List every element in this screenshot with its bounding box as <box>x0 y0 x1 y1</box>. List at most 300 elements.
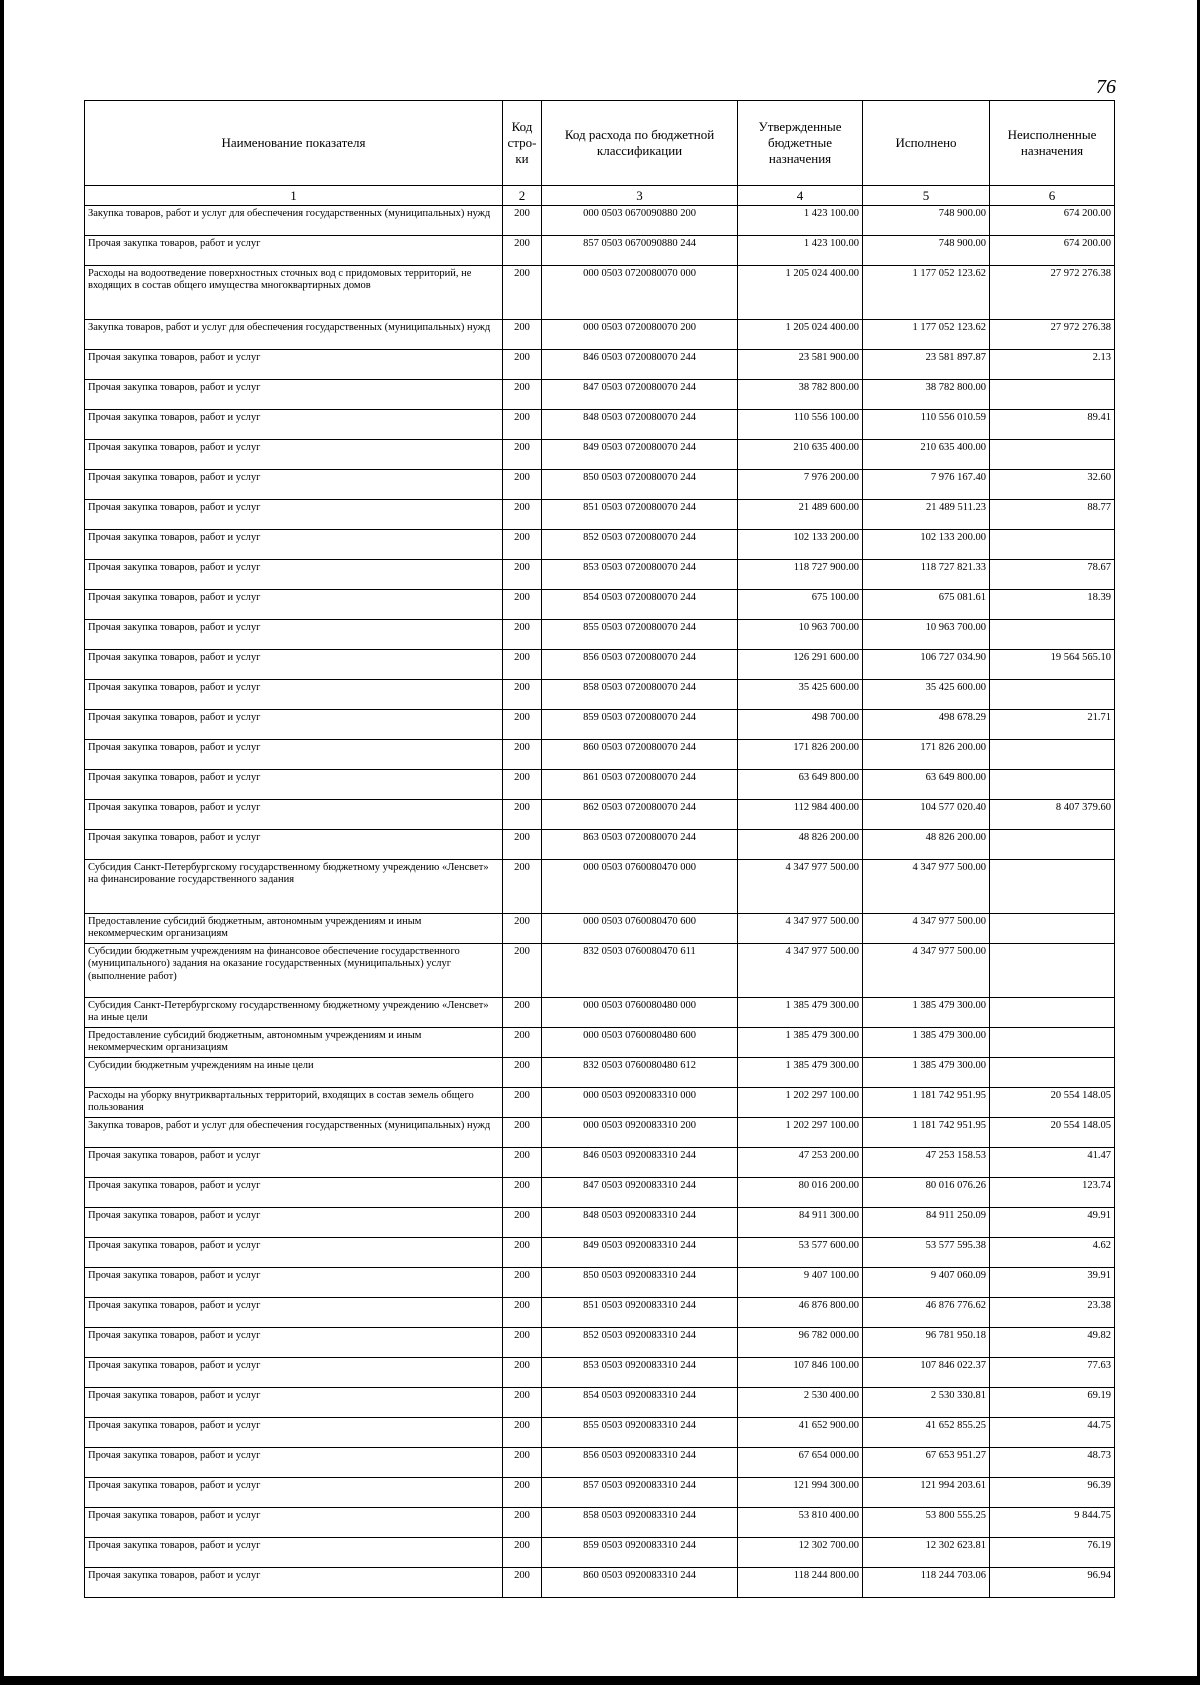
row-indicator-name: Прочая закупка товаров, работ и услуг <box>85 620 503 650</box>
row-approved-amount: 84 911 300.00 <box>738 1208 863 1238</box>
row-unexecuted-amount: 44.75 <box>990 1418 1115 1448</box>
row-expense-code: 000 0503 0670090880 200 <box>542 206 738 236</box>
row-expense-code: 854 0503 0920083310 244 <box>542 1388 738 1418</box>
row-line-code: 200 <box>503 1328 542 1358</box>
row-unexecuted-amount: 77.63 <box>990 1358 1115 1388</box>
row-indicator-name: Прочая закупка товаров, работ и услуг <box>85 1148 503 1178</box>
table-row <box>85 1148 1115 1178</box>
row-expense-code: 849 0503 0720080070 244 <box>542 440 738 470</box>
row-executed-amount: 106 727 034.90 <box>863 650 990 680</box>
row-unexecuted-amount: 123.74 <box>990 1178 1115 1208</box>
row-unexecuted-amount <box>990 530 1115 560</box>
row-approved-amount: 12 302 700.00 <box>738 1538 863 1568</box>
table-row <box>85 740 1115 770</box>
row-unexecuted-amount: 88.77 <box>990 500 1115 530</box>
scan-border-bottom <box>0 1676 1200 1685</box>
row-approved-amount: 2 530 400.00 <box>738 1388 863 1418</box>
row-unexecuted-amount <box>990 830 1115 860</box>
row-approved-amount: 110 556 100.00 <box>738 410 863 440</box>
row-line-code: 200 <box>503 440 542 470</box>
row-approved-amount: 80 016 200.00 <box>738 1178 863 1208</box>
row-indicator-name: Закупка товаров, работ и услуг для обеспечения государственных (муниципальных) нужд <box>85 206 503 236</box>
row-indicator-name: Прочая закупка товаров, работ и услуг <box>85 1478 503 1508</box>
row-expense-code: 853 0503 0720080070 244 <box>542 560 738 590</box>
table-row <box>85 1238 1115 1268</box>
row-expense-code: 853 0503 0920083310 244 <box>542 1358 738 1388</box>
row-unexecuted-amount <box>990 944 1115 998</box>
header-line-code: Код стро-ки <box>503 101 542 186</box>
table-row <box>85 680 1115 710</box>
row-executed-amount: 171 826 200.00 <box>863 740 990 770</box>
row-unexecuted-amount: 76.19 <box>990 1538 1115 1568</box>
table-row <box>85 860 1115 914</box>
row-indicator-name: Прочая закупка товаров, работ и услуг <box>85 530 503 560</box>
table-row <box>85 1268 1115 1298</box>
table-row <box>85 830 1115 860</box>
row-approved-amount: 118 727 900.00 <box>738 560 863 590</box>
row-indicator-name: Прочая закупка товаров, работ и услуг <box>85 680 503 710</box>
row-approved-amount: 1 385 479 300.00 <box>738 998 863 1028</box>
row-unexecuted-amount <box>990 1058 1115 1088</box>
row-line-code: 200 <box>503 530 542 560</box>
row-line-code: 200 <box>503 740 542 770</box>
row-indicator-name: Прочая закупка товаров, работ и услуг <box>85 1328 503 1358</box>
row-expense-code: 848 0503 0920083310 244 <box>542 1208 738 1238</box>
row-approved-amount: 1 202 297 100.00 <box>738 1118 863 1148</box>
table-row <box>85 770 1115 800</box>
row-executed-amount: 748 900.00 <box>863 206 990 236</box>
table-row <box>85 1568 1115 1598</box>
table-row <box>85 1478 1115 1508</box>
column-number: 6 <box>990 186 1115 206</box>
row-executed-amount: 110 556 010.59 <box>863 410 990 440</box>
row-executed-amount: 10 963 700.00 <box>863 620 990 650</box>
row-line-code: 200 <box>503 998 542 1028</box>
row-executed-amount: 748 900.00 <box>863 236 990 266</box>
column-number: 4 <box>738 186 863 206</box>
row-unexecuted-amount: 674 200.00 <box>990 236 1115 266</box>
row-unexecuted-amount: 23.38 <box>990 1298 1115 1328</box>
row-indicator-name: Субсидия Санкт-Петербургскому государственному бюджетному учреждению «Ленсвет» на финансирование государственного задания <box>85 860 503 914</box>
row-indicator-name: Прочая закупка товаров, работ и услуг <box>85 560 503 590</box>
row-indicator-name: Прочая закупка товаров, работ и услуг <box>85 440 503 470</box>
row-line-code: 200 <box>503 860 542 914</box>
row-indicator-name: Прочая закупка товаров, работ и услуг <box>85 1178 503 1208</box>
row-approved-amount: 35 425 600.00 <box>738 680 863 710</box>
row-expense-code: 860 0503 0920083310 244 <box>542 1568 738 1598</box>
row-indicator-name: Прочая закупка товаров, работ и услуг <box>85 1568 503 1598</box>
row-indicator-name: Расходы на водоотведение поверхностных сточных вод с придомовых территорий, не входящих в состав общего имущества многоквартирных домов <box>85 266 503 320</box>
row-indicator-name: Прочая закупка товаров, работ и услуг <box>85 710 503 740</box>
row-executed-amount: 38 782 800.00 <box>863 380 990 410</box>
row-indicator-name: Прочая закупка товаров, работ и услуг <box>85 1358 503 1388</box>
row-expense-code: 850 0503 0720080070 244 <box>542 470 738 500</box>
row-executed-amount: 121 994 203.61 <box>863 1478 990 1508</box>
table-row <box>85 1538 1115 1568</box>
row-unexecuted-amount <box>990 914 1115 944</box>
row-executed-amount: 67 653 951.27 <box>863 1448 990 1478</box>
row-line-code: 200 <box>503 1058 542 1088</box>
row-expense-code: 852 0503 0720080070 244 <box>542 530 738 560</box>
table-row <box>85 1058 1115 1088</box>
row-line-code: 200 <box>503 500 542 530</box>
table-row <box>85 1178 1115 1208</box>
row-expense-code: 000 0503 0760080480 000 <box>542 998 738 1028</box>
row-approved-amount: 107 846 100.00 <box>738 1358 863 1388</box>
row-line-code: 200 <box>503 1418 542 1448</box>
column-number-row <box>85 186 1115 206</box>
column-number: 1 <box>85 186 503 206</box>
row-expense-code: 857 0503 0670090880 244 <box>542 236 738 266</box>
row-unexecuted-amount: 78.67 <box>990 560 1115 590</box>
row-indicator-name: Прочая закупка товаров, работ и услуг <box>85 1448 503 1478</box>
row-unexecuted-amount: 96.39 <box>990 1478 1115 1508</box>
row-expense-code: 863 0503 0720080070 244 <box>542 830 738 860</box>
row-line-code: 200 <box>503 800 542 830</box>
row-line-code: 200 <box>503 1238 542 1268</box>
row-expense-code: 000 0503 0720080070 200 <box>542 320 738 350</box>
row-executed-amount: 210 635 400.00 <box>863 440 990 470</box>
row-unexecuted-amount: 39.91 <box>990 1268 1115 1298</box>
row-approved-amount: 126 291 600.00 <box>738 650 863 680</box>
row-line-code: 200 <box>503 770 542 800</box>
row-executed-amount: 80 016 076.26 <box>863 1178 990 1208</box>
row-approved-amount: 1 385 479 300.00 <box>738 1028 863 1058</box>
row-approved-amount: 4 347 977 500.00 <box>738 914 863 944</box>
row-indicator-name: Прочая закупка товаров, работ и услуг <box>85 1388 503 1418</box>
row-expense-code: 854 0503 0720080070 244 <box>542 590 738 620</box>
row-unexecuted-amount <box>990 620 1115 650</box>
row-indicator-name: Прочая закупка товаров, работ и услуг <box>85 236 503 266</box>
row-unexecuted-amount: 21.71 <box>990 710 1115 740</box>
row-expense-code: 855 0503 0720080070 244 <box>542 620 738 650</box>
row-approved-amount: 48 826 200.00 <box>738 830 863 860</box>
row-approved-amount: 1 423 100.00 <box>738 206 863 236</box>
row-executed-amount: 23 581 897.87 <box>863 350 990 380</box>
row-line-code: 200 <box>503 206 542 236</box>
row-approved-amount: 171 826 200.00 <box>738 740 863 770</box>
row-approved-amount: 21 489 600.00 <box>738 500 863 530</box>
row-expense-code: 858 0503 0720080070 244 <box>542 680 738 710</box>
row-indicator-name: Субсидия Санкт-Петербургскому государственному бюджетному учреждению «Ленсвет» на иные цели <box>85 998 503 1028</box>
table-row <box>85 236 1115 266</box>
row-executed-amount: 7 976 167.40 <box>863 470 990 500</box>
row-unexecuted-amount: 32.60 <box>990 470 1115 500</box>
row-indicator-name: Предоставление субсидий бюджетным, автономным учреждениям и иным некоммерческим организациям <box>85 914 503 944</box>
table-row <box>85 206 1115 236</box>
row-line-code: 200 <box>503 266 542 320</box>
row-unexecuted-amount: 8 407 379.60 <box>990 800 1115 830</box>
row-executed-amount: 104 577 020.40 <box>863 800 990 830</box>
table-row <box>85 800 1115 830</box>
row-unexecuted-amount: 96.94 <box>990 1568 1115 1598</box>
row-line-code: 200 <box>503 620 542 650</box>
table-row <box>85 998 1115 1028</box>
row-unexecuted-amount: 20 554 148.05 <box>990 1118 1115 1148</box>
row-executed-amount: 53 800 555.25 <box>863 1508 990 1538</box>
row-unexecuted-amount <box>990 440 1115 470</box>
row-line-code: 200 <box>503 470 542 500</box>
row-unexecuted-amount: 49.82 <box>990 1328 1115 1358</box>
table-row <box>85 500 1115 530</box>
table-row <box>85 1118 1115 1148</box>
row-expense-code: 850 0503 0920083310 244 <box>542 1268 738 1298</box>
row-line-code: 200 <box>503 236 542 266</box>
header-indicator-name: Наименование показателя <box>85 101 503 186</box>
row-executed-amount: 675 081.61 <box>863 590 990 620</box>
row-unexecuted-amount <box>990 860 1115 914</box>
row-expense-code: 000 0503 0920083310 200 <box>542 1118 738 1148</box>
row-expense-code: 000 0503 0720080070 000 <box>542 266 738 320</box>
row-expense-code: 851 0503 0920083310 244 <box>542 1298 738 1328</box>
row-executed-amount: 118 244 703.06 <box>863 1568 990 1598</box>
row-line-code: 200 <box>503 560 542 590</box>
row-expense-code: 858 0503 0920083310 244 <box>542 1508 738 1538</box>
column-number: 2 <box>503 186 542 206</box>
header-executed: Исполнено <box>863 101 990 186</box>
header-approved: Утвержденные бюджетные назначения <box>738 101 863 186</box>
table-row <box>85 590 1115 620</box>
row-line-code: 200 <box>503 1268 542 1298</box>
row-executed-amount: 9 407 060.09 <box>863 1268 990 1298</box>
row-approved-amount: 1 423 100.00 <box>738 236 863 266</box>
row-approved-amount: 41 652 900.00 <box>738 1418 863 1448</box>
row-indicator-name: Субсидии бюджетным учреждениям на иные цели <box>85 1058 503 1088</box>
row-expense-code: 861 0503 0720080070 244 <box>542 770 738 800</box>
row-indicator-name: Прочая закупка товаров, работ и услуг <box>85 1268 503 1298</box>
row-indicator-name: Прочая закупка товаров, работ и услуг <box>85 650 503 680</box>
row-line-code: 200 <box>503 590 542 620</box>
row-indicator-name: Прочая закупка товаров, работ и услуг <box>85 1298 503 1328</box>
row-indicator-name: Прочая закупка товаров, работ и услуг <box>85 500 503 530</box>
row-indicator-name: Прочая закупка товаров, работ и услуг <box>85 380 503 410</box>
table-row <box>85 1388 1115 1418</box>
row-approved-amount: 53 577 600.00 <box>738 1238 863 1268</box>
row-expense-code: 860 0503 0720080070 244 <box>542 740 738 770</box>
row-expense-code: 846 0503 0720080070 244 <box>542 350 738 380</box>
row-expense-code: 852 0503 0920083310 244 <box>542 1328 738 1358</box>
row-executed-amount: 1 177 052 123.62 <box>863 320 990 350</box>
row-approved-amount: 67 654 000.00 <box>738 1448 863 1478</box>
row-line-code: 200 <box>503 1568 542 1598</box>
row-approved-amount: 47 253 200.00 <box>738 1148 863 1178</box>
row-line-code: 200 <box>503 1448 542 1478</box>
row-executed-amount: 47 253 158.53 <box>863 1148 990 1178</box>
table-row <box>85 380 1115 410</box>
row-line-code: 200 <box>503 914 542 944</box>
row-approved-amount: 498 700.00 <box>738 710 863 740</box>
row-indicator-name: Прочая закупка товаров, работ и услуг <box>85 1238 503 1268</box>
row-executed-amount: 1 181 742 951.95 <box>863 1088 990 1118</box>
row-expense-code: 847 0503 0720080070 244 <box>542 380 738 410</box>
header-expense-code: Код расхода по бюджетной классификации <box>542 101 738 186</box>
row-unexecuted-amount: 674 200.00 <box>990 206 1115 236</box>
table-row <box>85 710 1115 740</box>
table-row <box>85 1418 1115 1448</box>
row-expense-code: 849 0503 0920083310 244 <box>542 1238 738 1268</box>
row-approved-amount: 23 581 900.00 <box>738 350 863 380</box>
row-executed-amount: 41 652 855.25 <box>863 1418 990 1448</box>
row-indicator-name: Прочая закупка товаров, работ и услуг <box>85 1418 503 1448</box>
row-line-code: 200 <box>503 710 542 740</box>
row-line-code: 200 <box>503 1208 542 1238</box>
row-line-code: 200 <box>503 1088 542 1118</box>
table-row <box>85 350 1115 380</box>
row-indicator-name: Прочая закупка товаров, работ и услуг <box>85 800 503 830</box>
table-body <box>85 206 1115 1598</box>
row-unexecuted-amount: 4.62 <box>990 1238 1115 1268</box>
row-indicator-name: Прочая закупка товаров, работ и услуг <box>85 410 503 440</box>
row-approved-amount: 7 976 200.00 <box>738 470 863 500</box>
row-approved-amount: 1 202 297 100.00 <box>738 1088 863 1118</box>
row-unexecuted-amount: 27 972 276.38 <box>990 266 1115 320</box>
row-unexecuted-amount: 2.13 <box>990 350 1115 380</box>
row-line-code: 200 <box>503 1118 542 1148</box>
table-row <box>85 1508 1115 1538</box>
row-executed-amount: 4 347 977 500.00 <box>863 860 990 914</box>
table-row <box>85 620 1115 650</box>
table-row <box>85 410 1115 440</box>
row-expense-code: 000 0503 0760080470 600 <box>542 914 738 944</box>
table-row <box>85 1328 1115 1358</box>
table-row <box>85 530 1115 560</box>
row-executed-amount: 107 846 022.37 <box>863 1358 990 1388</box>
row-line-code: 200 <box>503 320 542 350</box>
row-unexecuted-amount: 19 564 565.10 <box>990 650 1115 680</box>
row-unexecuted-amount: 9 844.75 <box>990 1508 1115 1538</box>
row-approved-amount: 102 133 200.00 <box>738 530 863 560</box>
table-row <box>85 1028 1115 1058</box>
table-row <box>85 1298 1115 1328</box>
row-indicator-name: Прочая закупка товаров, работ и услуг <box>85 1208 503 1238</box>
header-unexecuted: Неисполненные назначения <box>990 101 1115 186</box>
row-executed-amount: 63 649 800.00 <box>863 770 990 800</box>
row-line-code: 200 <box>503 1148 542 1178</box>
row-line-code: 200 <box>503 1178 542 1208</box>
row-expense-code: 847 0503 0920083310 244 <box>542 1178 738 1208</box>
row-unexecuted-amount <box>990 1028 1115 1058</box>
row-indicator-name: Закупка товаров, работ и услуг для обеспечения государственных (муниципальных) нужд <box>85 320 503 350</box>
row-unexecuted-amount <box>990 770 1115 800</box>
row-unexecuted-amount: 49.91 <box>990 1208 1115 1238</box>
row-line-code: 200 <box>503 944 542 998</box>
row-indicator-name: Прочая закупка товаров, работ и услуг <box>85 770 503 800</box>
row-approved-amount: 675 100.00 <box>738 590 863 620</box>
row-line-code: 200 <box>503 680 542 710</box>
row-line-code: 200 <box>503 1478 542 1508</box>
row-expense-code: 862 0503 0720080070 244 <box>542 800 738 830</box>
row-unexecuted-amount: 89.41 <box>990 410 1115 440</box>
row-approved-amount: 1 385 479 300.00 <box>738 1058 863 1088</box>
row-unexecuted-amount <box>990 998 1115 1028</box>
column-number: 3 <box>542 186 738 206</box>
row-unexecuted-amount <box>990 380 1115 410</box>
row-unexecuted-amount: 48.73 <box>990 1448 1115 1478</box>
table-row <box>85 1208 1115 1238</box>
row-unexecuted-amount: 69.19 <box>990 1388 1115 1418</box>
row-approved-amount: 1 205 024 400.00 <box>738 266 863 320</box>
row-indicator-name: Закупка товаров, работ и услуг для обеспечения государственных (муниципальных) нужд <box>85 1118 503 1148</box>
row-indicator-name: Прочая закупка товаров, работ и услуг <box>85 590 503 620</box>
row-expense-code: 000 0503 0760080480 600 <box>542 1028 738 1058</box>
row-approved-amount: 10 963 700.00 <box>738 620 863 650</box>
row-executed-amount: 1 385 479 300.00 <box>863 1058 990 1088</box>
row-executed-amount: 12 302 623.81 <box>863 1538 990 1568</box>
row-executed-amount: 2 530 330.81 <box>863 1388 990 1418</box>
row-line-code: 200 <box>503 1388 542 1418</box>
row-executed-amount: 96 781 950.18 <box>863 1328 990 1358</box>
row-expense-code: 851 0503 0720080070 244 <box>542 500 738 530</box>
row-executed-amount: 1 177 052 123.62 <box>863 266 990 320</box>
row-line-code: 200 <box>503 380 542 410</box>
scan-border-left <box>0 0 4 1685</box>
row-executed-amount: 46 876 776.62 <box>863 1298 990 1328</box>
row-executed-amount: 53 577 595.38 <box>863 1238 990 1268</box>
row-executed-amount: 35 425 600.00 <box>863 680 990 710</box>
row-unexecuted-amount: 18.39 <box>990 590 1115 620</box>
row-executed-amount: 4 347 977 500.00 <box>863 914 990 944</box>
row-indicator-name: Прочая закупка товаров, работ и услуг <box>85 740 503 770</box>
table-row <box>85 1358 1115 1388</box>
row-approved-amount: 210 635 400.00 <box>738 440 863 470</box>
row-executed-amount: 498 678.29 <box>863 710 990 740</box>
table-header-row <box>85 101 1115 186</box>
row-executed-amount: 118 727 821.33 <box>863 560 990 590</box>
row-executed-amount: 84 911 250.09 <box>863 1208 990 1238</box>
row-approved-amount: 46 876 800.00 <box>738 1298 863 1328</box>
budget-execution-table <box>84 100 1115 1598</box>
row-approved-amount: 121 994 300.00 <box>738 1478 863 1508</box>
row-expense-code: 000 0503 0760080470 000 <box>542 860 738 914</box>
row-approved-amount: 9 407 100.00 <box>738 1268 863 1298</box>
row-approved-amount: 112 984 400.00 <box>738 800 863 830</box>
row-executed-amount: 48 826 200.00 <box>863 830 990 860</box>
row-expense-code: 832 0503 0760080480 612 <box>542 1058 738 1088</box>
row-approved-amount: 4 347 977 500.00 <box>738 944 863 998</box>
row-expense-code: 848 0503 0720080070 244 <box>542 410 738 440</box>
column-number: 5 <box>863 186 990 206</box>
row-approved-amount: 96 782 000.00 <box>738 1328 863 1358</box>
row-unexecuted-amount: 27 972 276.38 <box>990 320 1115 350</box>
row-expense-code: 846 0503 0920083310 244 <box>542 1148 738 1178</box>
row-approved-amount: 63 649 800.00 <box>738 770 863 800</box>
table-row <box>85 1448 1115 1478</box>
row-indicator-name: Прочая закупка товаров, работ и услуг <box>85 1538 503 1568</box>
row-expense-code: 000 0503 0920083310 000 <box>542 1088 738 1118</box>
table-row <box>85 914 1115 944</box>
row-line-code: 200 <box>503 1358 542 1388</box>
table-row <box>85 440 1115 470</box>
row-line-code: 200 <box>503 410 542 440</box>
row-unexecuted-amount: 41.47 <box>990 1148 1115 1178</box>
table-row <box>85 650 1115 680</box>
row-line-code: 200 <box>503 1298 542 1328</box>
row-indicator-name: Прочая закупка товаров, работ и услуг <box>85 470 503 500</box>
row-line-code: 200 <box>503 1028 542 1058</box>
row-line-code: 200 <box>503 1538 542 1568</box>
row-expense-code: 857 0503 0920083310 244 <box>542 1478 738 1508</box>
table-row <box>85 1088 1115 1118</box>
row-approved-amount: 1 205 024 400.00 <box>738 320 863 350</box>
table-row <box>85 266 1115 320</box>
row-indicator-name: Прочая закупка товаров, работ и услуг <box>85 350 503 380</box>
table-row <box>85 944 1115 998</box>
row-approved-amount: 38 782 800.00 <box>738 380 863 410</box>
row-unexecuted-amount <box>990 740 1115 770</box>
row-executed-amount: 1 385 479 300.00 <box>863 1028 990 1058</box>
row-expense-code: 832 0503 0760080470 611 <box>542 944 738 998</box>
row-line-code: 200 <box>503 830 542 860</box>
